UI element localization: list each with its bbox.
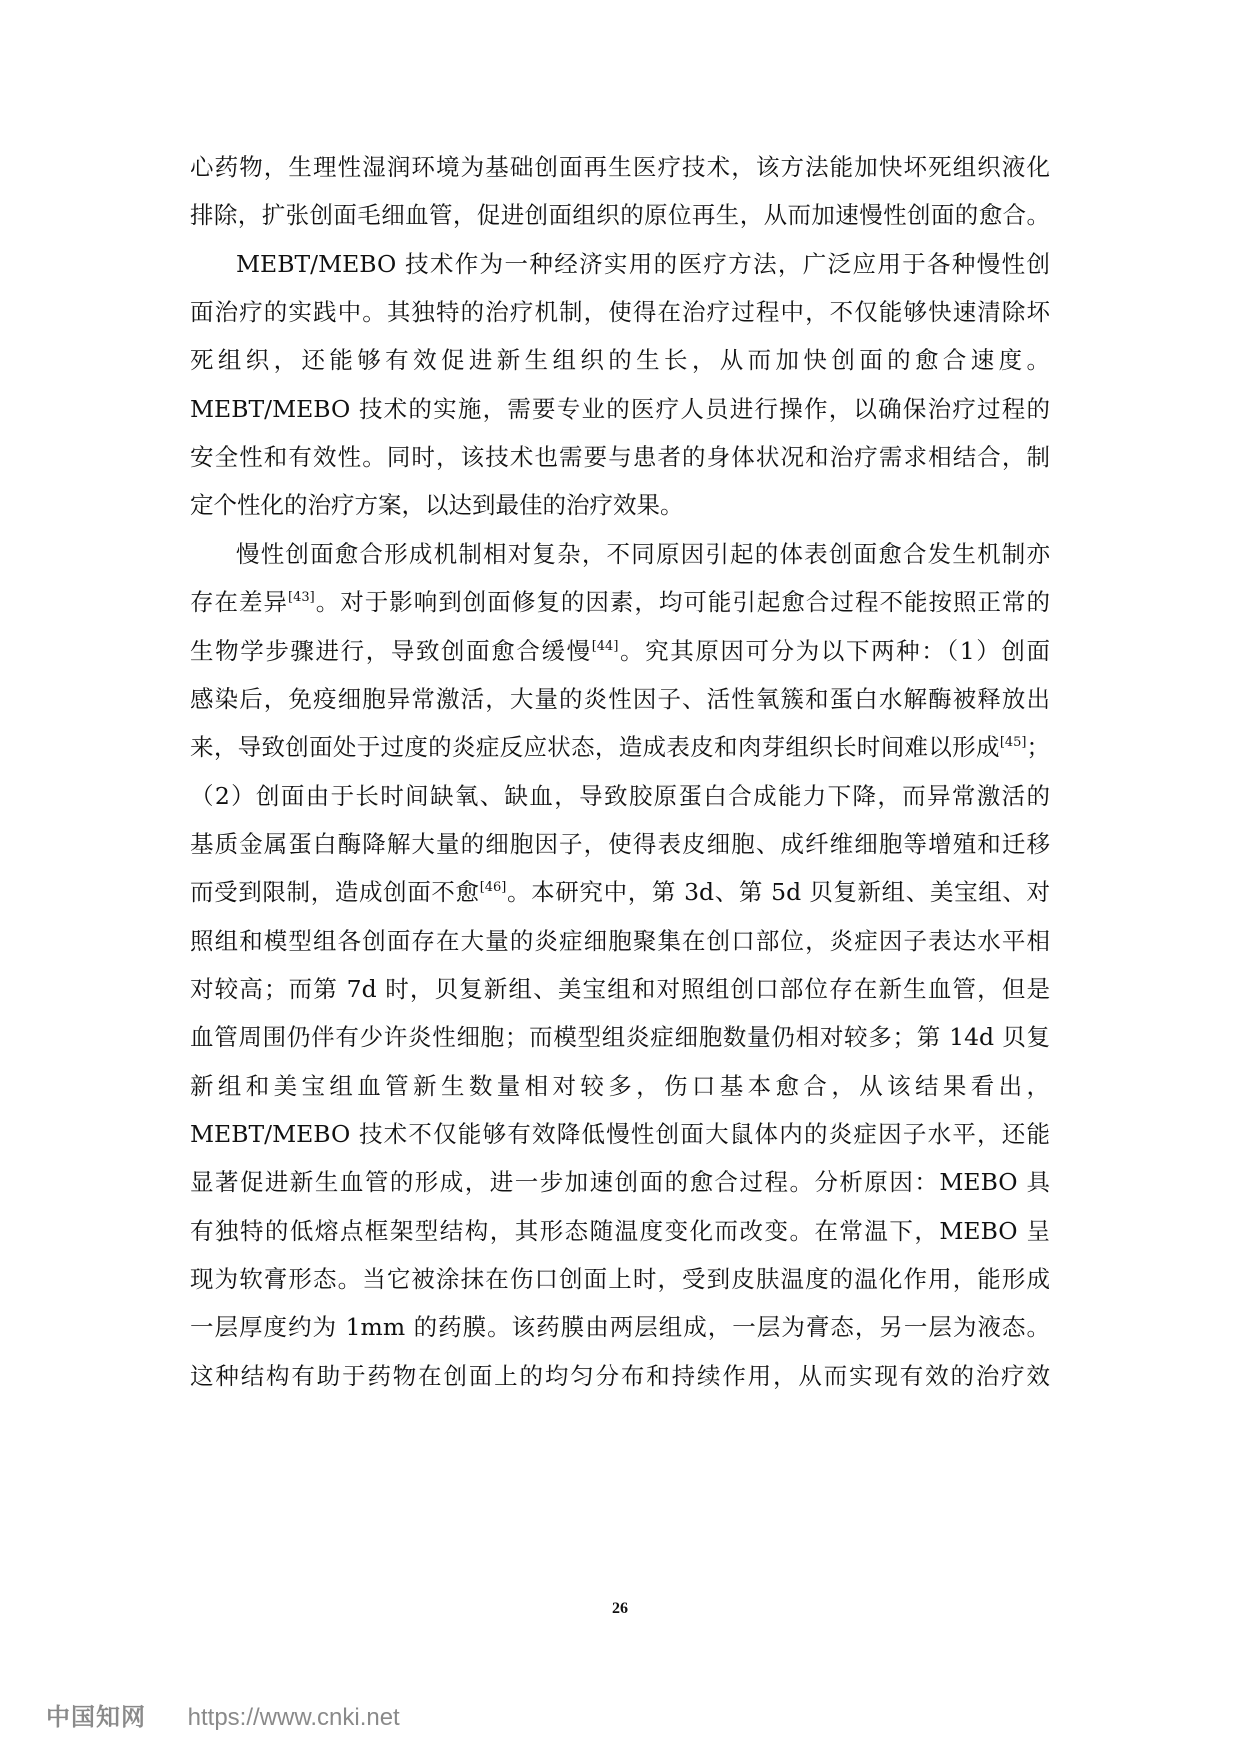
text-line-content: 面治疗的实践中。其独特的治疗机制，使得在治疗过程中，不仅能够快速清除坏 [190,298,1050,327]
text-line [236,539,1050,569]
text-line [190,152,1050,182]
text-line-content: 生物学步骤进行，导致创面愈合缓慢 [190,636,592,665]
text-line-continuation: 。本研究中，第 3d、第 5d 贝复新组、美宝组、对 [506,878,1050,907]
text-line-content: 感染后，免疫细胞异常激活，大量的炎性因子、活性氧簇和蛋白水解酶被释放出 [190,684,1050,713]
text-line [190,877,1050,907]
text-line-continuation: 。究其原因可分为以下两种：（1）创面 [618,636,1051,665]
text-line-content: 定个性化的治疗方案，以达到最佳的治疗效果。 [190,491,684,520]
text-line [190,1167,1050,1197]
text-line-content: 而受到限制，造成创面不愈 [190,878,480,907]
text-line [190,490,1050,520]
text-line-content: 心药物，生理性湿润环境为基础创面再生医疗技术，该方法能加快坏死组织液化 [190,153,1050,181]
text-line-content: MEBT/MEBO 技术作为一种经济实用的医疗方法，广泛应用于各种慢性创 [236,249,1050,278]
text-line-content: MEBT/MEBO 技术不仅能够有效降低慢性创面大鼠体内的炎症因子水平，还能 [190,1120,1050,1148]
text-line [190,1361,1050,1391]
text-line [190,684,1050,714]
text-line-content: 显著促进新生血管的形成，进一步加速创面的愈合过程。分析原因：MEBO 具 [190,1168,1050,1197]
text-line [190,781,1050,811]
text-line [190,1312,1050,1342]
text-line-content: 排除，扩张创面毛细血管，促进创面组织的原位再生，从而加速慢性创面的愈合。 [190,201,1050,230]
text-line [236,249,1050,279]
text-line-content: 新组和美宝组血管新生数量相对较多，伤口基本愈合，从该结果看出， [190,1071,1050,1100]
text-line [190,1264,1050,1294]
text-line-content: 安全性和有效性。同时，该技术也需要与患者的身体状况和治疗需求相结合，制 [190,443,1050,472]
citation-ref: [43] [288,590,315,606]
text-line [190,926,1050,956]
footer-url: https://www.cnki.net [187,1704,400,1731]
text-line [190,1071,1050,1101]
text-line-content: 死组织，还能够有效促进新生组织的生长，从而加快创面的愈合速度。 [190,346,1050,375]
text-line [190,1022,1050,1052]
text-line [190,732,1050,762]
text-line [190,297,1050,327]
text-line [190,1216,1050,1246]
footer-brand: 中国知网 [46,1703,146,1731]
text-line-content: 慢性创面愈合形成机制相对复杂，不同原因引起的体表创面愈合发生机制亦 [236,539,1050,568]
text-line [190,200,1050,230]
text-line-content: （2）创面由于长时间缺氧、缺血，导致胶原蛋白合成能力下降，而异常激活的 [190,781,1050,810]
text-line-content: MEBT/MEBO 技术的实施，需要专业的医疗人员进行操作，以确保治疗过程的 [190,394,1050,423]
text-line-content: 现为软膏形态。当它被涂抹在伤口创面上时，受到皮肤温度的温化作用，能形成 [190,1265,1050,1294]
text-line-content: 血管周围仍伴有少许炎性细胞；而模型组炎症细胞数量仍相对较多；第 14d 贝复 [190,1023,1050,1052]
citation-ref: [46] [479,880,507,896]
text-line-continuation: ； [1026,733,1050,762]
text-line [190,442,1050,472]
citation-ref: [44] [591,638,619,654]
text-line-content: 有独特的低熔点框架型结构，其形态随温度变化而改变。在常温下，MEBO 呈 [190,1216,1050,1245]
page-number: 26 [612,1600,628,1617]
text-line-continuation: 。对于影响到创面修复的因素，均可能引起愈合过程不能按照正常的 [314,588,1051,617]
text-line [190,345,1050,375]
text-line-content: 这种结构有助于药物在创面上的均匀分布和持续作用，从而实现有效的治疗效 [190,1361,1050,1390]
text-line [190,829,1050,859]
text-line-content: 存在差异 [190,588,289,617]
text-line-content: 来，导致创面处于过度的炎症反应状态，造成表皮和肉芽组织长时间难以形成 [190,733,1000,762]
text-line-content: 一层厚度约为 1mm 的药膜。该药膜由两层组成，一层为膏态，另一层为液态。 [190,1313,1050,1342]
text-line-content: 对较高；而第 7d 时，贝复新组、美宝组和对照组创口部位存在新生血管，但是 [190,974,1050,1003]
text-line [190,394,1050,424]
text-line [190,636,1050,666]
text-line-content: 照组和模型组各创面存在大量的炎症细胞聚集在创口部位，炎症因子表达水平相 [190,926,1050,955]
citation-ref: [45] [999,735,1027,751]
text-line-content: 基质金属蛋白酶降解大量的细胞因子，使得表皮细胞、成纤维细胞等增殖和迁移 [190,829,1050,858]
text-line [190,974,1050,1004]
text-line [190,587,1050,617]
text-line [190,1119,1050,1149]
footer-watermark [46,1697,400,1732]
